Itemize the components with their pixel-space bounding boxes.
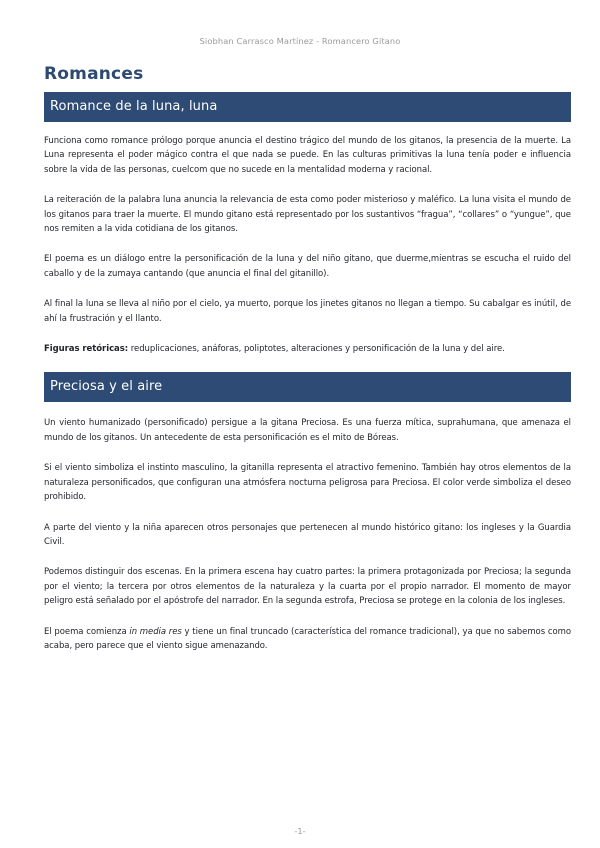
figuras-retoricas-paragraph [44, 342, 571, 356]
italic-phrase: in media res [129, 626, 182, 637]
paragraph: Si el viento simboliza el instinto masculino, la gitanilla representa el atractivo femenino. También hay otros elementos de la naturaleza personificados, que configuran una atmósfera nocturna peligrosa para Preciosa. El color verde simboliza el deseo prohibido. [44, 463, 571, 503]
paragraph: Al final la luna se lleva al niño por el cielo, ya muerto, porque los jinetes gitanos no llegan a tiempo. Su cabalgar es inútil, de ahí la frustración y el llanto. [44, 299, 571, 324]
figuras-text: reduplicaciones, anáforas, poliptotes, alteraciones y personificación de la luna y del aire. [128, 344, 505, 355]
paragraph: La reiteración de la palabra luna anuncia la relevancia de esta como poder misterioso y maléfico. La luna visita el mundo de los gitanos para traer la muerte. El mundo gitano está representado por los sustantivos “fragua”, “collares” o “yungue”, que nos remiten a la vida cotidiana de los gitanos. [44, 195, 571, 235]
paragraph: El poema es un diálogo entre la personificación de la luna y del niño gitano, que duerme,mientras se escucha el ruido del caballo y de la zumaya cantando (que anuncia el final del gitanillo). [44, 254, 571, 279]
text-run: El poema comienza [44, 626, 130, 637]
section-heading-preciosa-aire: Preciosa y el aire [44, 372, 571, 402]
text-run: y tiene un final truncado (característica del romance tradicional), ya que no sabemos como acaba, pero parece que el viento sigue amenazando. [44, 626, 571, 651]
page-number: -1- [294, 826, 306, 836]
section-heading-romance-luna: Romance de la luna, luna [44, 92, 571, 122]
figuras-label: Figuras retóricas: [44, 344, 129, 355]
paragraph: Podemos distinguir dos escenas. En la primera escena hay cuatro partes: la primera protagonizada por Preciosa; la segunda por el viento; la tercera por otros elementos de la naturaleza y la cuarta por el propio narrador. El momento de mayor peligro está señalado por el apóstrofe del narrador. En la segunda estrofa, Preciosa se protege en la colonia de los ingleses. [44, 567, 571, 607]
page-content [44, 62, 571, 653]
paragraph: Funciona como romance prólogo porque anuncia el destino trágico del mundo de los gitanos, la presencia de la muerte. La Luna representa el poder mágico contra el que nada se puede. En las culturas primitivas la luna tenía poder e influencia sobre la vida de las personas, cuelcom que no sucede en la mentalidad moderna y racional. [44, 136, 571, 175]
paragraph: Un viento humanizado (personificado) persigue a la gitana Preciosa. Es una fuerza mítica, suprahumana, que amenaza el mundo de los gitanos. Un antecedente de esta personificación es el mito de Bóreas. [44, 418, 571, 443]
paragraph: A parte del viento y la niña aparecen otros personajes que pertenecen al mundo histórico gitano: los ingleses y la Guardia Civil. [44, 522, 571, 547]
running-header: Siobhan Carrasco Martínez - Romancero Gitano [199, 36, 401, 46]
paragraph-in-media-res [44, 625, 571, 654]
page-title: Romances [44, 64, 144, 84]
